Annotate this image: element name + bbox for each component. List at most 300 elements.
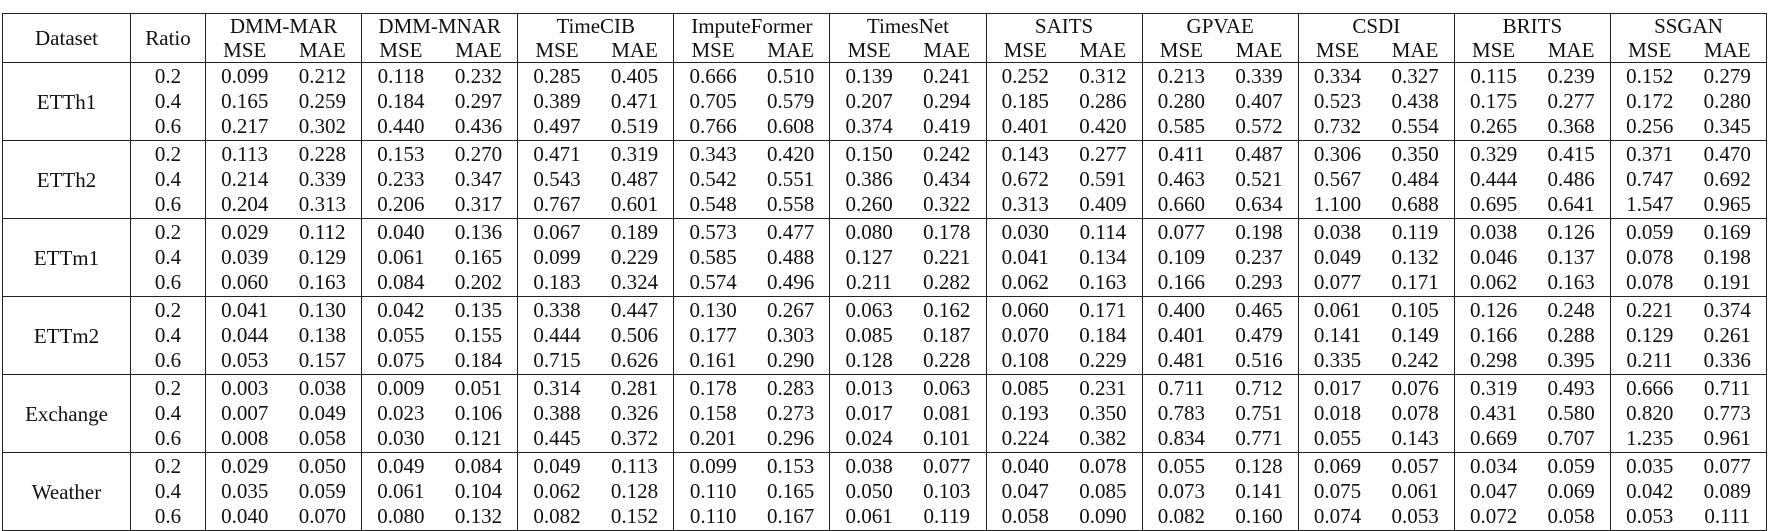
mae-value-cell: 0.312 [1064, 63, 1142, 90]
mae-value-cell: 0.409 [1064, 192, 1142, 219]
mae-value-cell: 0.477 [752, 219, 830, 246]
mae-value-cell: 0.608 [752, 114, 830, 141]
mae-value-cell: 0.419 [908, 114, 986, 141]
mae-value-cell: 0.241 [908, 63, 986, 90]
mae-value-cell: 0.965 [1689, 192, 1767, 219]
mae-value-cell: 0.297 [440, 89, 518, 114]
mse-value-cell: 0.099 [533, 245, 581, 269]
mse-value-cell: 1.100 [1298, 192, 1376, 219]
mse-value-cell: 0.113 [221, 142, 269, 166]
mae-value-cell: 0.259 [284, 89, 362, 114]
ratio-cell: 0.6 [131, 504, 206, 531]
model-header: GPVAE [1142, 14, 1298, 39]
mae-value-cell: 0.090 [1064, 504, 1142, 531]
mse-value-cell: 0.747 [1626, 167, 1674, 191]
mse-value-cell: 0.017 [1313, 376, 1362, 400]
mse-value-cell: 0.152 [1626, 64, 1674, 88]
mae-value-cell: 0.119 [1376, 219, 1454, 246]
mse-value-cell: 0.666 [689, 64, 737, 88]
mse-value-cell: 0.055 [1157, 454, 1206, 478]
table-row [3, 141, 1767, 168]
mse-value-cell: 0.166 [1469, 323, 1518, 347]
mse-value-cell: 0.063 [845, 298, 893, 322]
mse-value-cell: 0.567 [1313, 167, 1362, 191]
ratio-cell: 0.4 [131, 323, 206, 348]
mae-value-cell: 0.050 [284, 453, 362, 480]
mse-value-cell: 0.334 [1313, 64, 1362, 88]
mae-value-cell: 0.484 [1376, 167, 1454, 192]
results-table [2, 13, 1767, 531]
ratio-cell: 0.4 [131, 401, 206, 426]
mse-value-cell: 0.178 [689, 376, 737, 400]
mse-value-cell: 0.386 [845, 167, 893, 191]
mse-value-cell: 0.471 [533, 142, 581, 166]
mse-header: MSE [830, 38, 908, 63]
mae-value-cell: 0.339 [284, 167, 362, 192]
mae-value-cell: 0.345 [1689, 114, 1767, 141]
mae-value-cell: 0.372 [596, 426, 674, 453]
ratio-header: Ratio [131, 14, 206, 63]
mse-value-cell: 0.040 [206, 504, 284, 531]
mae-value-cell: 0.141 [1220, 479, 1298, 504]
mse-value-cell: 0.041 [221, 298, 269, 322]
mae-header: MAE [1532, 38, 1610, 63]
mse-value-cell: 0.062 [986, 270, 1064, 297]
mae-value-cell: 0.239 [1532, 63, 1610, 90]
mse-value-cell: 0.085 [845, 323, 893, 347]
mae-value-cell: 0.212 [284, 63, 362, 90]
mse-value-cell: 0.204 [206, 192, 284, 219]
mae-value-cell: 0.551 [752, 167, 830, 192]
table-row [3, 401, 1767, 426]
mae-value-cell: 0.130 [284, 297, 362, 324]
mae-value-cell: 0.231 [1064, 375, 1142, 402]
mse-value-cell: 0.024 [830, 426, 908, 453]
mae-value-cell: 0.136 [440, 219, 518, 246]
mae-value-cell: 0.601 [596, 192, 674, 219]
mae-value-cell: 0.510 [752, 63, 830, 90]
mse-value-cell: 0.265 [1454, 114, 1532, 141]
mae-value-cell: 0.198 [1220, 219, 1298, 246]
dataset-cell: ETTm2 [3, 297, 131, 375]
mae-header: MAE [596, 38, 674, 63]
dataset-cell: ETTh2 [3, 141, 131, 219]
table-row [3, 375, 1767, 402]
dataset-cell: Exchange [3, 375, 131, 453]
mae-value-cell: 0.336 [1689, 348, 1767, 375]
mse-value-cell: 0.038 [845, 454, 893, 478]
table-row [3, 426, 1767, 453]
mae-value-cell: 0.711 [1689, 375, 1767, 402]
mae-value-cell: 0.229 [1064, 348, 1142, 375]
mse-value-cell: 0.061 [377, 245, 425, 269]
mae-value-cell: 0.076 [1376, 375, 1454, 402]
mse-value-cell: 0.035 [1626, 454, 1674, 478]
mae-value-cell: 0.105 [1376, 297, 1454, 324]
mae-header: MAE [1220, 38, 1298, 63]
table-row [3, 348, 1767, 375]
mae-value-cell: 0.169 [1689, 219, 1767, 246]
mae-value-cell: 0.160 [1220, 504, 1298, 531]
mse-header: MSE [1610, 38, 1688, 63]
mse-value-cell: 0.252 [1001, 64, 1049, 88]
mse-value-cell: 0.335 [1298, 348, 1376, 375]
mse-value-cell: 0.046 [1469, 245, 1518, 269]
mae-value-cell: 0.059 [1532, 453, 1610, 480]
mse-value-cell: 0.059 [1626, 220, 1674, 244]
mae-value-cell: 0.113 [596, 453, 674, 480]
mse-value-cell: 0.256 [1610, 114, 1688, 141]
mae-value-cell: 0.317 [440, 192, 518, 219]
mae-value-cell: 0.152 [596, 504, 674, 531]
mae-value-cell: 0.058 [1532, 504, 1610, 531]
mae-value-cell: 0.319 [596, 141, 674, 168]
mse-value-cell: 0.388 [533, 401, 581, 425]
mae-value-cell: 0.368 [1532, 114, 1610, 141]
mae-value-cell: 0.324 [596, 270, 674, 297]
mae-value-cell: 0.267 [752, 297, 830, 324]
mae-value-cell: 0.486 [1532, 167, 1610, 192]
ratio-cell: 0.4 [131, 89, 206, 114]
mae-value-cell: 0.479 [1220, 323, 1298, 348]
mae-value-cell: 0.488 [752, 245, 830, 270]
mse-value-cell: 0.061 [830, 504, 908, 531]
mse-value-cell: 0.820 [1626, 401, 1674, 425]
mse-value-cell: 0.705 [689, 89, 737, 113]
mse-value-cell: 0.126 [1469, 298, 1518, 322]
table-row [3, 219, 1767, 246]
mse-value-cell: 0.075 [1313, 479, 1362, 503]
mae-value-cell: 0.051 [440, 375, 518, 402]
mse-value-cell: 0.233 [377, 167, 425, 191]
mae-value-cell: 0.138 [284, 323, 362, 348]
mse-value-cell: 0.313 [986, 192, 1064, 219]
mae-value-cell: 0.078 [1376, 401, 1454, 426]
mse-value-cell: 0.070 [1001, 323, 1049, 347]
dataset-cell: Weather [3, 453, 131, 531]
mae-value-cell: 0.081 [908, 401, 986, 426]
mae-value-cell: 0.773 [1689, 401, 1767, 426]
mse-value-cell: 0.080 [845, 220, 893, 244]
mae-value-cell: 0.132 [1376, 245, 1454, 270]
mse-value-cell: 0.078 [1626, 245, 1674, 269]
mae-value-cell: 0.077 [1689, 453, 1767, 480]
mse-value-cell: 0.130 [689, 298, 737, 322]
mse-value-cell: 0.172 [1626, 89, 1674, 113]
model-header: DMM-MAR [206, 14, 362, 39]
mae-value-cell: 0.229 [596, 245, 674, 270]
model-header: CSDI [1298, 14, 1454, 39]
mae-value-cell: 0.447 [596, 297, 674, 324]
mse-value-cell: 0.035 [221, 479, 269, 503]
mae-value-cell: 0.521 [1220, 167, 1298, 192]
mse-header: MSE [1454, 38, 1532, 63]
mae-value-cell: 0.707 [1532, 426, 1610, 453]
mse-value-cell: 0.371 [1626, 142, 1674, 166]
mse-value-cell: 0.695 [1454, 192, 1532, 219]
mse-value-cell: 0.055 [377, 323, 425, 347]
mse-value-cell: 0.400 [1157, 298, 1206, 322]
ratio-cell: 0.6 [131, 270, 206, 297]
mae-value-cell: 0.165 [752, 479, 830, 504]
mae-value-cell: 0.101 [908, 426, 986, 453]
mae-header: MAE [752, 38, 830, 63]
mse-value-cell: 0.573 [689, 220, 737, 244]
mse-value-cell: 0.542 [689, 167, 737, 191]
mse-value-cell: 0.115 [1470, 64, 1517, 88]
mae-value-cell: 0.157 [284, 348, 362, 375]
mse-value-cell: 0.029 [221, 220, 269, 244]
mse-value-cell: 0.184 [377, 89, 425, 113]
mae-value-cell: 0.572 [1220, 114, 1298, 141]
mae-value-cell: 0.261 [1689, 323, 1767, 348]
mse-value-cell: 0.061 [1313, 298, 1362, 322]
header-row-metrics [3, 38, 1767, 63]
mse-value-cell: 0.401 [986, 114, 1064, 141]
mae-value-cell: 0.395 [1532, 348, 1610, 375]
mse-value-cell: 0.211 [1610, 348, 1688, 375]
mse-value-cell: 0.672 [1001, 167, 1049, 191]
mae-value-cell: 0.420 [1064, 114, 1142, 141]
mae-value-cell: 0.712 [1220, 375, 1298, 402]
model-header: SAITS [986, 14, 1142, 39]
mse-value-cell: 0.061 [377, 479, 425, 503]
mse-value-cell: 0.109 [1157, 245, 1206, 269]
mae-value-cell: 0.420 [752, 141, 830, 168]
mae-value-cell: 0.415 [1532, 141, 1610, 168]
mae-value-cell: 0.516 [1220, 348, 1298, 375]
mse-value-cell: 0.711 [1158, 376, 1205, 400]
mae-value-cell: 0.143 [1376, 426, 1454, 453]
mae-value-cell: 0.688 [1376, 192, 1454, 219]
table-row [3, 297, 1767, 324]
mae-value-cell: 0.049 [284, 401, 362, 426]
mae-value-cell: 0.277 [1064, 141, 1142, 168]
mae-value-cell: 0.106 [440, 401, 518, 426]
mse-value-cell: 0.175 [1469, 89, 1518, 113]
mae-value-cell: 0.438 [1376, 89, 1454, 114]
mse-value-cell: 0.049 [1313, 245, 1362, 269]
ratio-cell: 0.4 [131, 479, 206, 504]
mse-value-cell: 0.444 [1469, 167, 1518, 191]
mse-value-cell: 0.073 [1157, 479, 1206, 503]
mae-value-cell: 0.184 [440, 348, 518, 375]
mae-value-cell: 0.089 [1689, 479, 1767, 504]
mse-value-cell: 0.161 [674, 348, 752, 375]
mse-value-cell: 0.110 [689, 479, 737, 503]
mae-value-cell: 0.290 [752, 348, 830, 375]
mse-value-cell: 0.017 [845, 401, 893, 425]
mse-value-cell: 0.207 [845, 89, 893, 113]
mae-value-cell: 0.187 [908, 323, 986, 348]
mse-value-cell: 0.099 [221, 64, 269, 88]
mae-value-cell: 0.137 [1532, 245, 1610, 270]
mae-header: MAE [1689, 38, 1767, 63]
mse-value-cell: 0.007 [221, 401, 269, 425]
mse-value-cell: 0.217 [206, 114, 284, 141]
mae-value-cell: 0.167 [752, 504, 830, 531]
mae-value-cell: 0.198 [1689, 245, 1767, 270]
mse-value-cell: 0.211 [830, 270, 908, 297]
table-row [3, 192, 1767, 219]
mae-value-cell: 0.111 [1689, 504, 1767, 531]
mse-value-cell: 0.224 [986, 426, 1064, 453]
table-row [3, 167, 1767, 192]
mse-value-cell: 0.523 [1313, 89, 1362, 113]
mse-value-cell: 0.389 [533, 89, 581, 113]
mse-value-cell: 0.401 [1157, 323, 1206, 347]
mse-header: MSE [206, 38, 284, 63]
mae-value-cell: 0.128 [1220, 453, 1298, 480]
mse-value-cell: 0.041 [1001, 245, 1049, 269]
mae-value-cell: 0.350 [1376, 141, 1454, 168]
mae-value-cell: 0.591 [1064, 167, 1142, 192]
ratio-cell: 0.6 [131, 192, 206, 219]
mse-value-cell: 0.431 [1469, 401, 1518, 425]
mse-value-cell: 0.660 [1142, 192, 1220, 219]
mae-value-cell: 0.078 [1064, 453, 1142, 480]
mse-value-cell: 0.003 [221, 376, 269, 400]
mse-value-cell: 0.040 [377, 220, 425, 244]
mse-value-cell: 0.445 [518, 426, 596, 453]
mae-value-cell: 0.692 [1689, 167, 1767, 192]
ratio-cell: 0.2 [131, 63, 206, 90]
mse-value-cell: 0.058 [986, 504, 1064, 531]
mae-value-cell: 0.248 [1532, 297, 1610, 324]
mae-value-cell: 0.058 [284, 426, 362, 453]
mae-value-cell: 0.626 [596, 348, 674, 375]
mae-value-cell: 0.121 [440, 426, 518, 453]
mse-value-cell: 0.062 [533, 479, 581, 503]
mse-value-cell: 0.666 [1626, 376, 1674, 400]
mse-value-cell: 0.042 [1626, 479, 1674, 503]
mse-value-cell: 0.018 [1313, 401, 1362, 425]
mse-value-cell: 0.585 [1142, 114, 1220, 141]
mse-value-cell: 0.150 [845, 142, 893, 166]
dataset-cell: ETTh1 [3, 63, 131, 141]
mae-value-cell: 0.277 [1532, 89, 1610, 114]
mse-value-cell: 0.834 [1142, 426, 1220, 453]
mse-value-cell: 0.306 [1313, 142, 1362, 166]
mae-value-cell: 0.347 [440, 167, 518, 192]
mae-value-cell: 0.283 [752, 375, 830, 402]
mae-value-cell: 0.189 [596, 219, 674, 246]
mae-value-cell: 0.374 [1689, 297, 1767, 324]
mse-value-cell: 0.009 [377, 376, 425, 400]
mae-value-cell: 0.162 [908, 297, 986, 324]
mae-value-cell: 0.350 [1064, 401, 1142, 426]
mae-value-cell: 0.471 [596, 89, 674, 114]
model-header: TimeCIB [518, 14, 674, 39]
mae-value-cell: 0.326 [596, 401, 674, 426]
mse-value-cell: 0.766 [674, 114, 752, 141]
mae-header: MAE [440, 38, 518, 63]
table-header [3, 14, 1767, 63]
mse-value-cell: 0.548 [674, 192, 752, 219]
mse-value-cell: 0.038 [1469, 220, 1518, 244]
mse-value-cell: 0.078 [1610, 270, 1688, 297]
mae-value-cell: 0.053 [1376, 504, 1454, 531]
mse-value-cell: 0.141 [1313, 323, 1362, 347]
mse-value-cell: 0.099 [689, 454, 737, 478]
mse-value-cell: 0.118 [377, 64, 425, 88]
mse-header: MSE [1142, 38, 1220, 63]
ratio-cell: 0.2 [131, 219, 206, 246]
mse-value-cell: 0.034 [1469, 454, 1518, 478]
mse-value-cell: 0.080 [362, 504, 440, 531]
mae-value-cell: 0.634 [1220, 192, 1298, 219]
mae-value-cell: 0.135 [440, 297, 518, 324]
model-header: ImputeFormer [674, 14, 830, 39]
mae-value-cell: 0.069 [1532, 479, 1610, 504]
mae-value-cell: 0.273 [752, 401, 830, 426]
mse-value-cell: 0.047 [1001, 479, 1049, 503]
mae-value-cell: 0.382 [1064, 426, 1142, 453]
mse-value-cell: 0.084 [362, 270, 440, 297]
mse-value-cell: 0.030 [1001, 220, 1049, 244]
mse-value-cell: 0.128 [830, 348, 908, 375]
mse-value-cell: 1.547 [1610, 192, 1688, 219]
mse-value-cell: 0.039 [221, 245, 269, 269]
mse-value-cell: 0.139 [845, 64, 893, 88]
mae-value-cell: 0.084 [440, 453, 518, 480]
mse-value-cell: 0.077 [1298, 270, 1376, 297]
mae-value-cell: 0.579 [752, 89, 830, 114]
ratio-cell: 0.6 [131, 348, 206, 375]
table-row [3, 504, 1767, 531]
mse-value-cell: 0.077 [1157, 220, 1206, 244]
mae-value-cell: 0.134 [1064, 245, 1142, 270]
mae-value-cell: 0.554 [1376, 114, 1454, 141]
mae-value-cell: 0.228 [908, 348, 986, 375]
mae-value-cell: 0.506 [596, 323, 674, 348]
ratio-cell: 0.2 [131, 141, 206, 168]
mse-value-cell: 0.030 [362, 426, 440, 453]
mse-value-cell: 0.110 [674, 504, 752, 531]
mae-value-cell: 0.436 [440, 114, 518, 141]
mae-value-cell: 0.038 [284, 375, 362, 402]
mae-value-cell: 0.281 [596, 375, 674, 402]
ratio-cell: 0.4 [131, 245, 206, 270]
mae-value-cell: 0.558 [752, 192, 830, 219]
mae-header: MAE [908, 38, 986, 63]
mse-value-cell: 0.158 [689, 401, 737, 425]
mse-value-cell: 0.049 [377, 454, 425, 478]
mse-value-cell: 0.497 [518, 114, 596, 141]
mae-value-cell: 0.327 [1376, 63, 1454, 90]
table-row [3, 270, 1767, 297]
table-row [3, 114, 1767, 141]
mae-value-cell: 0.103 [908, 479, 986, 504]
mse-value-cell: 0.108 [986, 348, 1064, 375]
mae-value-cell: 0.129 [284, 245, 362, 270]
mae-value-cell: 0.077 [908, 453, 986, 480]
mae-value-cell: 0.155 [440, 323, 518, 348]
mse-value-cell: 0.185 [1001, 89, 1049, 113]
mse-value-cell: 0.298 [1454, 348, 1532, 375]
mae-value-cell: 0.470 [1689, 141, 1767, 168]
mae-value-cell: 0.063 [908, 375, 986, 402]
mae-value-cell: 0.286 [1064, 89, 1142, 114]
mse-value-cell: 0.069 [1313, 454, 1362, 478]
mse-value-cell: 0.040 [1001, 454, 1049, 478]
ratio-cell: 0.2 [131, 375, 206, 402]
mse-value-cell: 0.314 [533, 376, 581, 400]
mae-value-cell: 0.057 [1376, 453, 1454, 480]
mse-value-cell: 0.075 [362, 348, 440, 375]
mse-header: MSE [1298, 38, 1376, 63]
ratio-cell: 0.2 [131, 297, 206, 324]
